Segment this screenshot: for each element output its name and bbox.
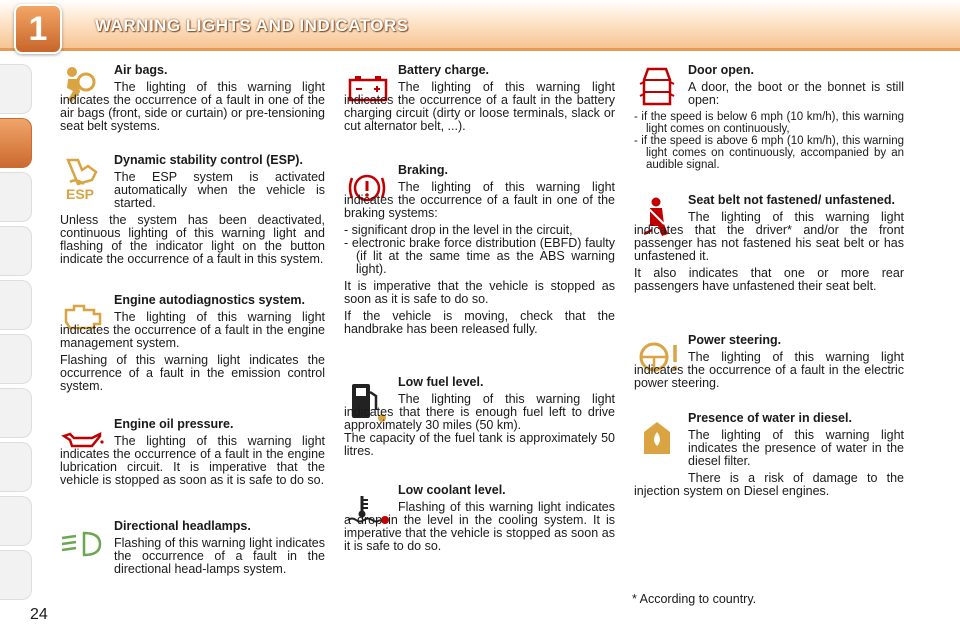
chapter-tab[interactable] [0,496,32,546]
chapter-tab[interactable] [0,388,32,438]
esp-section [60,154,325,270]
door-list-item: - if the speed is below 6 mph (10 km/h), this warning light comes on continuously, [634,111,904,135]
braking-text: The lighting of this warning light indicates the occurrence of a fault in one of the braking systems: [344,180,615,220]
door-text: A door, the boot or the bonnet is still open: [688,80,904,107]
chapter-tab[interactable] [0,280,32,330]
chapter-tab[interactable] [0,172,32,222]
headlamps-title: Directional headlamps. [114,519,251,533]
chapter-tab[interactable] [0,334,32,384]
steering-section [634,334,904,394]
esp-text: The ESP system is activated automatically when the vehicle is started. [114,170,325,210]
seatbelt-section [634,194,904,297]
door-section [634,64,904,175]
chapter-tabs [0,64,32,604]
footnote: * According to country. [632,592,757,606]
door-title: Door open. [688,63,754,77]
seatbelt-title: Seat belt not fastened/ unfastened. [688,193,895,207]
coolant-text: Flashing of this warning light indicates a drop in the level in the cooling system. It is imperative that the vehicle is stopped as soon as it is safe to do so. [344,500,615,553]
coolant-title: Low coolant level. [398,483,506,497]
battery-text: The lighting of this warning light indicates the occurrence of a fault in the battery charging circuit (dirty or loose terminals, slack or cut alternator belt, ...). [344,80,615,133]
water-text-2: There is a risk of damage to the injection system on Diesel engines. [634,471,904,498]
headlamps-section [60,520,325,580]
braking-text-2: It is imperative that the vehicle is stopped as soon as it is safe to do so. [344,279,615,306]
seatbelt-text-2: It also indicates that one or more rear passengers have unfastened their seat belt. [634,266,904,293]
battery-title: Battery charge. [398,63,490,77]
chapter-tab[interactable] [0,64,32,114]
headlamps-text: Flashing of this warning light indicates the occurrence of a fault in the directional head-lamps system. [114,536,325,576]
oil-title: Engine oil pressure. [114,417,234,431]
braking-list-item: - significant drop in the level in the circuit, [344,223,573,237]
steering-title: Power steering. [688,333,782,347]
page-title: WARNING LIGHTS AND INDICATORS [95,16,409,35]
braking-text-3: If the vehicle is moving, check that the handbrake has been released fully. [344,309,615,336]
airbags-title: Air bags. [114,63,168,77]
esp-icon-label: ESP [66,186,95,202]
water-section [634,412,904,502]
page-number: 24 [30,606,48,623]
coolant-section [344,484,615,557]
chapter-tab[interactable] [0,226,32,276]
esp-title: Dynamic stability control (ESP). [114,153,303,167]
chapter-tab[interactable] [0,442,32,492]
door-list-item: - if the speed is above 6 mph (10 km/h), this warning light comes on continuously, accompanied by an audible signal. [634,135,904,171]
header-divider [0,48,960,51]
fuel-title: Low fuel level. [398,375,484,389]
chapter-tab[interactable] [0,550,32,600]
braking-list-item: - electronic brake force distribution (EBFD) faulty (if lit at the same time as the ABS warning light). [344,236,615,276]
airbags-section [60,64,325,137]
water-text: The lighting of this warning light indicates the presence of water in the diesel filter. [688,428,904,468]
water-title: Presence of water in diesel. [688,411,852,425]
oil-section [60,418,325,491]
fuel-text-2: The capacity of the fuel tank is approximately 50 litres. [344,431,615,458]
steering-text: The lighting of this warning light indicates the occurrence of a fault in the electric power steering. [634,350,904,390]
chapter-badge: 1 [14,4,62,54]
door-list [634,111,904,171]
battery-section [344,64,615,137]
fuel-text: The lighting of this warning light indicates that there is enough fuel left to drive approximately 30 miles (50 km). [344,392,615,432]
engine-diag-section [60,294,325,397]
oil-text: The lighting of this warning light indicates the occurrence of a fault in the engine lubrication circuit. It is imperative that the vehicle is stopped as soon as it is safe to do so. [60,434,325,487]
engine-diag-text-2: Flashing of this warning light indicates the occurrence of a fault in the emission control system. [60,353,325,393]
seatbelt-text: The lighting of this warning light indicates that the driver* and/or the front passenger has not fastened his seat belt or has unfastened it. [634,210,904,263]
braking-title: Braking. [398,163,449,177]
chapter-tab-active[interactable] [0,118,32,168]
engine-diag-title: Engine autodiagnostics system. [114,293,306,307]
airbags-text: The lighting of this warning light indicates the occurrence of a fault in one of the air bags (front, side or curtain) or pre-tensioning seat belt systems. [60,80,325,133]
fuel-section [344,376,615,462]
braking-list [344,224,615,276]
esp-text-2: Unless the system has been deactivated, continuous lighting of this warning light and flashing of the indicator light on the button indicate the occurrence of a fault in this system. [60,213,325,266]
engine-diag-text: The lighting of this warning light indicates the occurrence of a fault in the engine management system. [60,310,325,350]
braking-section [344,164,615,340]
